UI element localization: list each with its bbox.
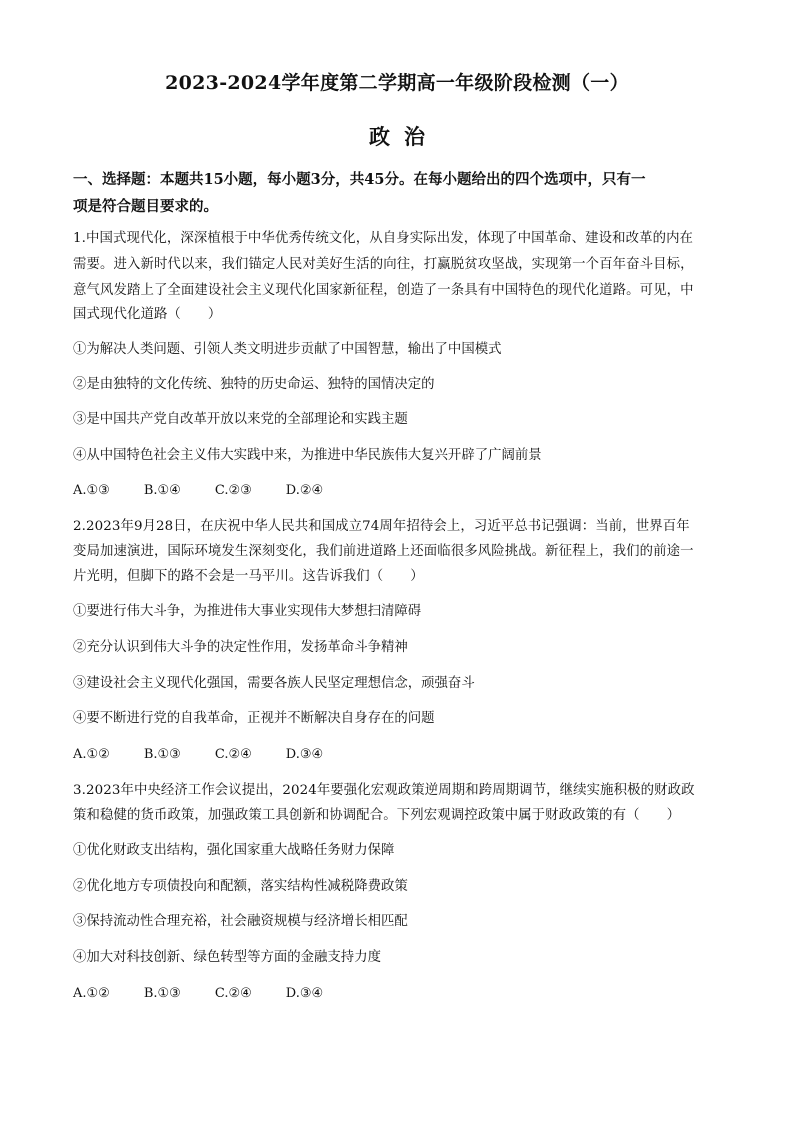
question-3-statement: ③保持流动性合理充裕，社会融资规模与经济增长相匹配	[73, 914, 408, 929]
question-3-statement: ④加大对科技创新、绿色转型等方面的金融支持力度	[73, 950, 381, 965]
question-1-statement: ③是中国共产党自改革开放以来党的全部理论和实践主题	[73, 412, 408, 427]
question-2-options	[73, 745, 357, 765]
option-d: D.③④	[285, 747, 324, 762]
option-a: A.①③	[73, 483, 110, 498]
option-b: B.①③	[143, 986, 181, 1001]
option-c: C.②③	[214, 483, 252, 498]
question-1-stem-line: 意气风发踏上了全面建设社会主义现代化国家新征程，创造了一条具有中国特色的现代化道路。可见，中	[73, 283, 694, 298]
question-2-statement: ①要进行伟大斗争，为推进伟大事业实现伟大梦想扫清障碍	[73, 604, 422, 619]
question-1-stem-line: 1.中国式现代化，深深植根于中华优秀传统文化，从自身实际出发，体现了中国革命、建设和改革的内在	[73, 231, 694, 246]
option-a: A.①②	[73, 986, 110, 1001]
option-d: D.②④	[285, 483, 324, 498]
subject-title: 政治	[369, 124, 439, 149]
question-1-statement: ①为解决人类问题、引领人类文明进步贡献了中国智慧，输出了中国模式	[73, 342, 502, 357]
section-heading-line: 项是符合题目要求的。	[73, 198, 218, 215]
question-2-stem-line: 变局加速演进，国际环境发生深刻变化，我们前进道路上还面临很多风险挑战。新征程上，我们的前途一	[73, 544, 694, 559]
question-2-stem-line: 片光明，但脚下的路不会是一马平川。这告诉我们（ ）	[73, 569, 424, 584]
question-3-statement: ①优化财政支出结构，强化国家重大战略任务财力保障	[73, 843, 395, 858]
question-1-options	[73, 481, 357, 501]
option-d: D.③④	[285, 986, 324, 1001]
question-2-statement: ②充分认识到伟大斗争的决定性作用，发扬革命斗争精神	[73, 640, 408, 655]
question-2-stem-line: 2.2023年9月28日，在庆祝中华人民共和国成立74周年招待会上，习近平总书记强调：当前，世界百年	[73, 519, 690, 534]
section-heading-line: 一、选择题：本题共15小题，每小题3分，共45分。在每小题给出的四个选项中，只有一	[73, 171, 646, 188]
question-1-stem-line: 国式现代化道路（ ）	[73, 307, 222, 322]
exam-title: 2023-2024学年度第二学期高一年级阶段检测（一）	[165, 72, 629, 94]
option-b: B.①④	[143, 483, 181, 498]
question-1-statement: ④从中国特色社会主义伟大实践中来，为推进中华民族伟大复兴开辟了广阔前景	[73, 448, 542, 463]
option-c: C.②④	[214, 747, 252, 762]
question-3-statement: ②优化地方专项债投向和配额，落实结构性减税降费政策	[73, 879, 408, 894]
section-heading	[73, 166, 723, 220]
question-3-stem-line: 3.2023年中央经济工作会议提出，2024年要强化宏观政策逆周期和跨周期调节，继续实施积极的财政政	[73, 783, 695, 798]
question-3-stem-line: 策和稳健的货币政策，加强政策工具创新和协调配合。下列宏观调控政策中属于财政政策的有（ ）	[73, 808, 681, 823]
question-1-stem-line: 需要。进入新时代以来，我们锚定人民对美好生活的向往，打赢脱贫攻坚战，实现第一个百年奋斗目标，	[73, 257, 694, 272]
question-2-statement: ④要不断进行党的自我革命，正视并不断解决自身存在的问题	[73, 711, 435, 726]
question-2-statement: ③建设社会主义现代化强国，需要各族人民坚定理想信念，顽强奋斗	[73, 676, 475, 691]
question-3-options	[73, 984, 357, 1004]
option-b: B.①③	[143, 747, 181, 762]
question-1-statement: ②是由独特的文化传统、独特的历史命运、独特的国情决定的	[73, 377, 435, 392]
option-c: C.②④	[214, 986, 252, 1001]
option-a: A.①②	[73, 747, 110, 762]
